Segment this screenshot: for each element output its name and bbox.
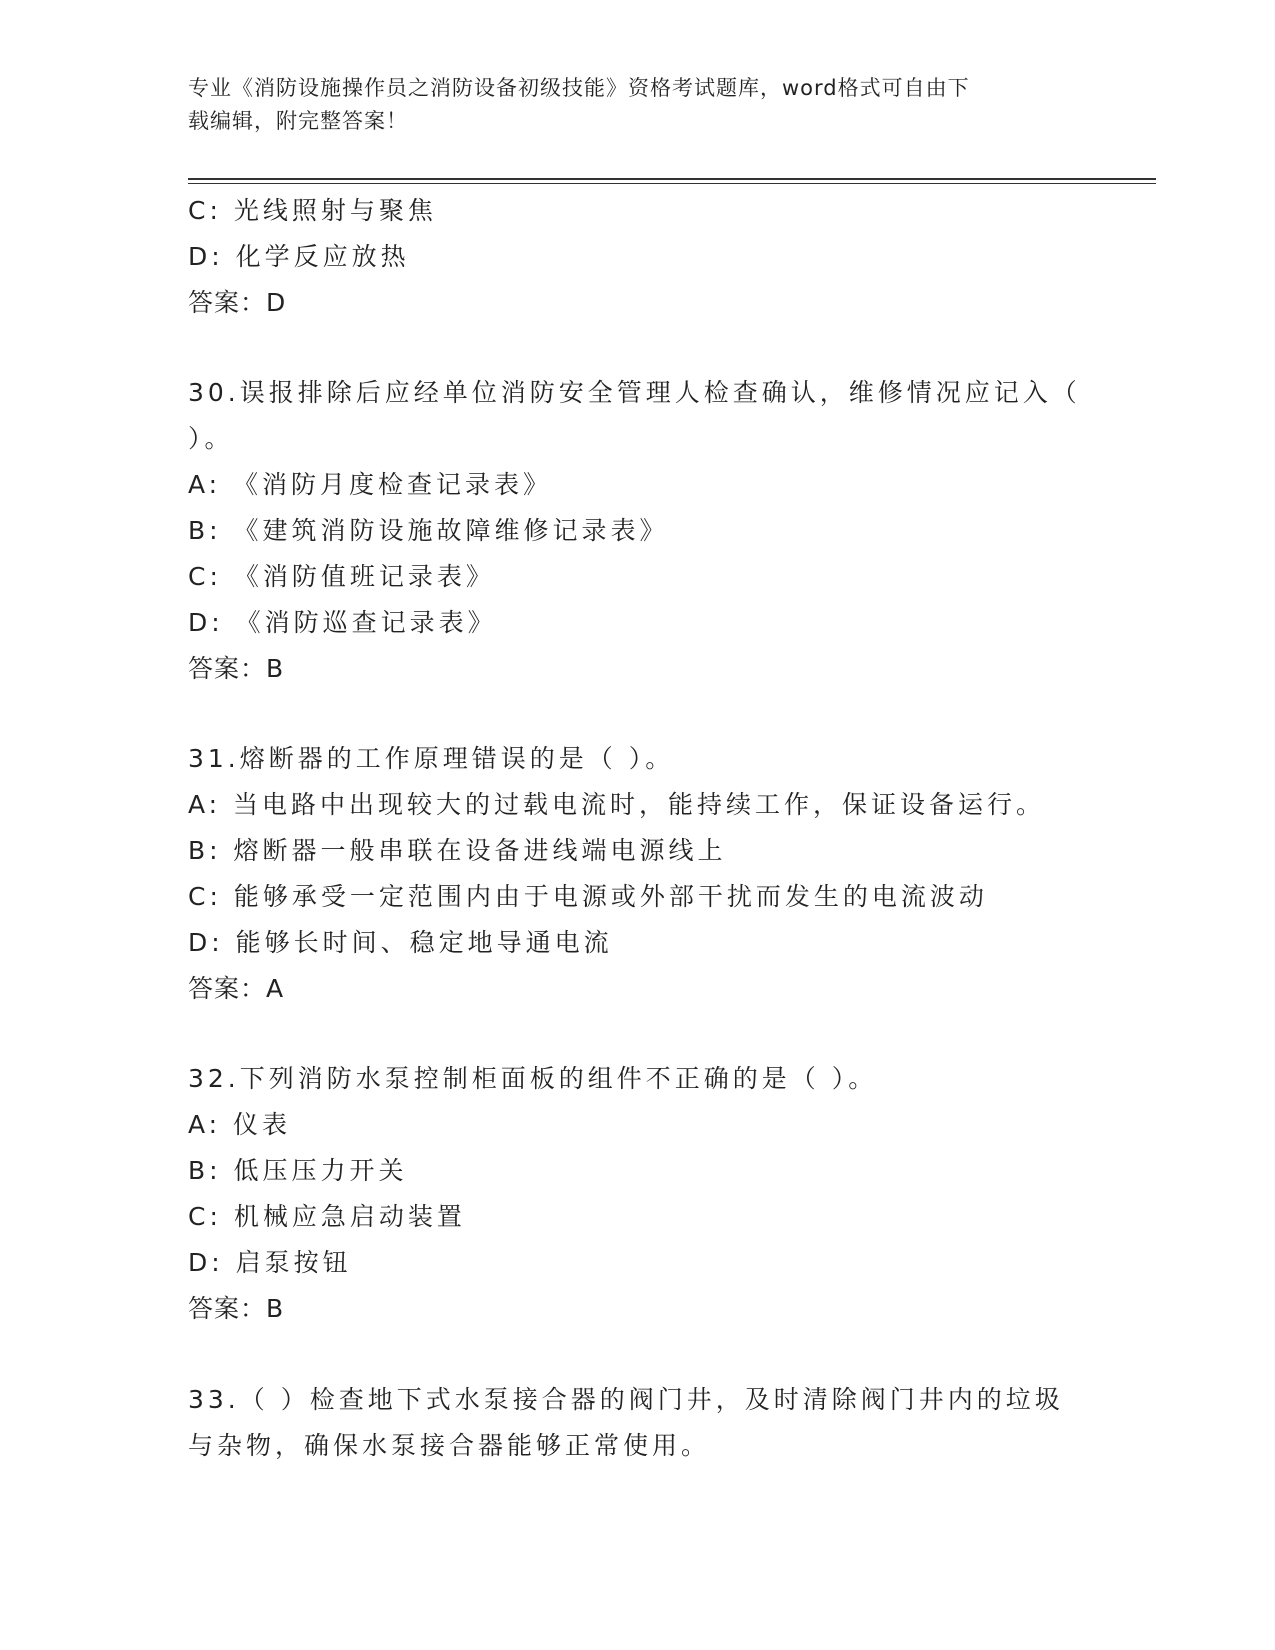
- spacer: [188, 692, 1088, 736]
- answer: 答案：D: [188, 288, 287, 317]
- option-d: D: 启泵按钮: [188, 1248, 352, 1277]
- option-c: C: 机械应急启动装置: [188, 1202, 466, 1231]
- spacer: [188, 326, 1088, 370]
- question-list: [188, 188, 1088, 1469]
- option-a: A: 仪表: [188, 1110, 292, 1139]
- question-stem-line-2: 与杂物，确保水泵接合器能够正常使用。: [188, 1431, 711, 1460]
- question-31: [188, 736, 1088, 1012]
- option-d: D: 能够长时间、稳定地导通电流: [188, 928, 613, 957]
- question-stem: 31.熔断器的工作原理错误的是（ ）。: [188, 744, 675, 773]
- answer: 答案：A: [188, 974, 285, 1003]
- answer: 答案：B: [188, 654, 285, 683]
- spacer: [188, 1012, 1088, 1056]
- option-d: D: 《消防巡查记录表》: [188, 608, 497, 637]
- question-33: [188, 1377, 1088, 1469]
- option-c: C: 能够承受一定范围内由于电源或外部干扰而发生的电流波动: [188, 882, 988, 911]
- question-29: [188, 188, 1088, 326]
- option-d: D: 化学反应放热: [188, 242, 410, 271]
- question-32: [188, 1056, 1088, 1332]
- question-stem-line-1: 30.误报排除后应经单位消防安全管理人检查确认，维修情况应记入（: [188, 378, 1081, 407]
- header-line-1: 专业《消防设施操作员之消防设备初级技能》资格考试题库，word格式可自由下: [188, 76, 970, 100]
- option-a: A: 当电路中出现较大的过载电流时，能持续工作，保证设备运行。: [188, 790, 1046, 819]
- question-stem-line-2: ）。: [188, 424, 234, 453]
- option-b: B: 低压压力开关: [188, 1156, 408, 1185]
- answer: 答案：B: [188, 1294, 285, 1323]
- spacer: [188, 1332, 1088, 1377]
- header-rule-thick: [188, 178, 1156, 180]
- question-stem-line-1: 33.（ ）检查地下式水泵接合器的阀门井，及时清除阀门井内的垃圾: [188, 1385, 1064, 1414]
- question-stem: 32.下列消防水泵控制柜面板的组件不正确的是（ ）。: [188, 1064, 878, 1093]
- option-a: A: 《消防月度检查记录表》: [188, 470, 553, 499]
- option-b: B: 《建筑消防设施故障维修记录表》: [188, 516, 669, 545]
- option-c: C: 《消防值班记录表》: [188, 562, 495, 591]
- header-rule-thin: [188, 183, 1156, 184]
- option-b: B: 熔断器一般串联在设备进线端电源线上: [188, 836, 727, 865]
- option-c: C: 光线照射与聚焦: [188, 196, 437, 225]
- header-line-2: 载编辑，附完整答案！: [188, 109, 408, 133]
- question-30: [188, 370, 1088, 692]
- document-header: [188, 72, 1068, 138]
